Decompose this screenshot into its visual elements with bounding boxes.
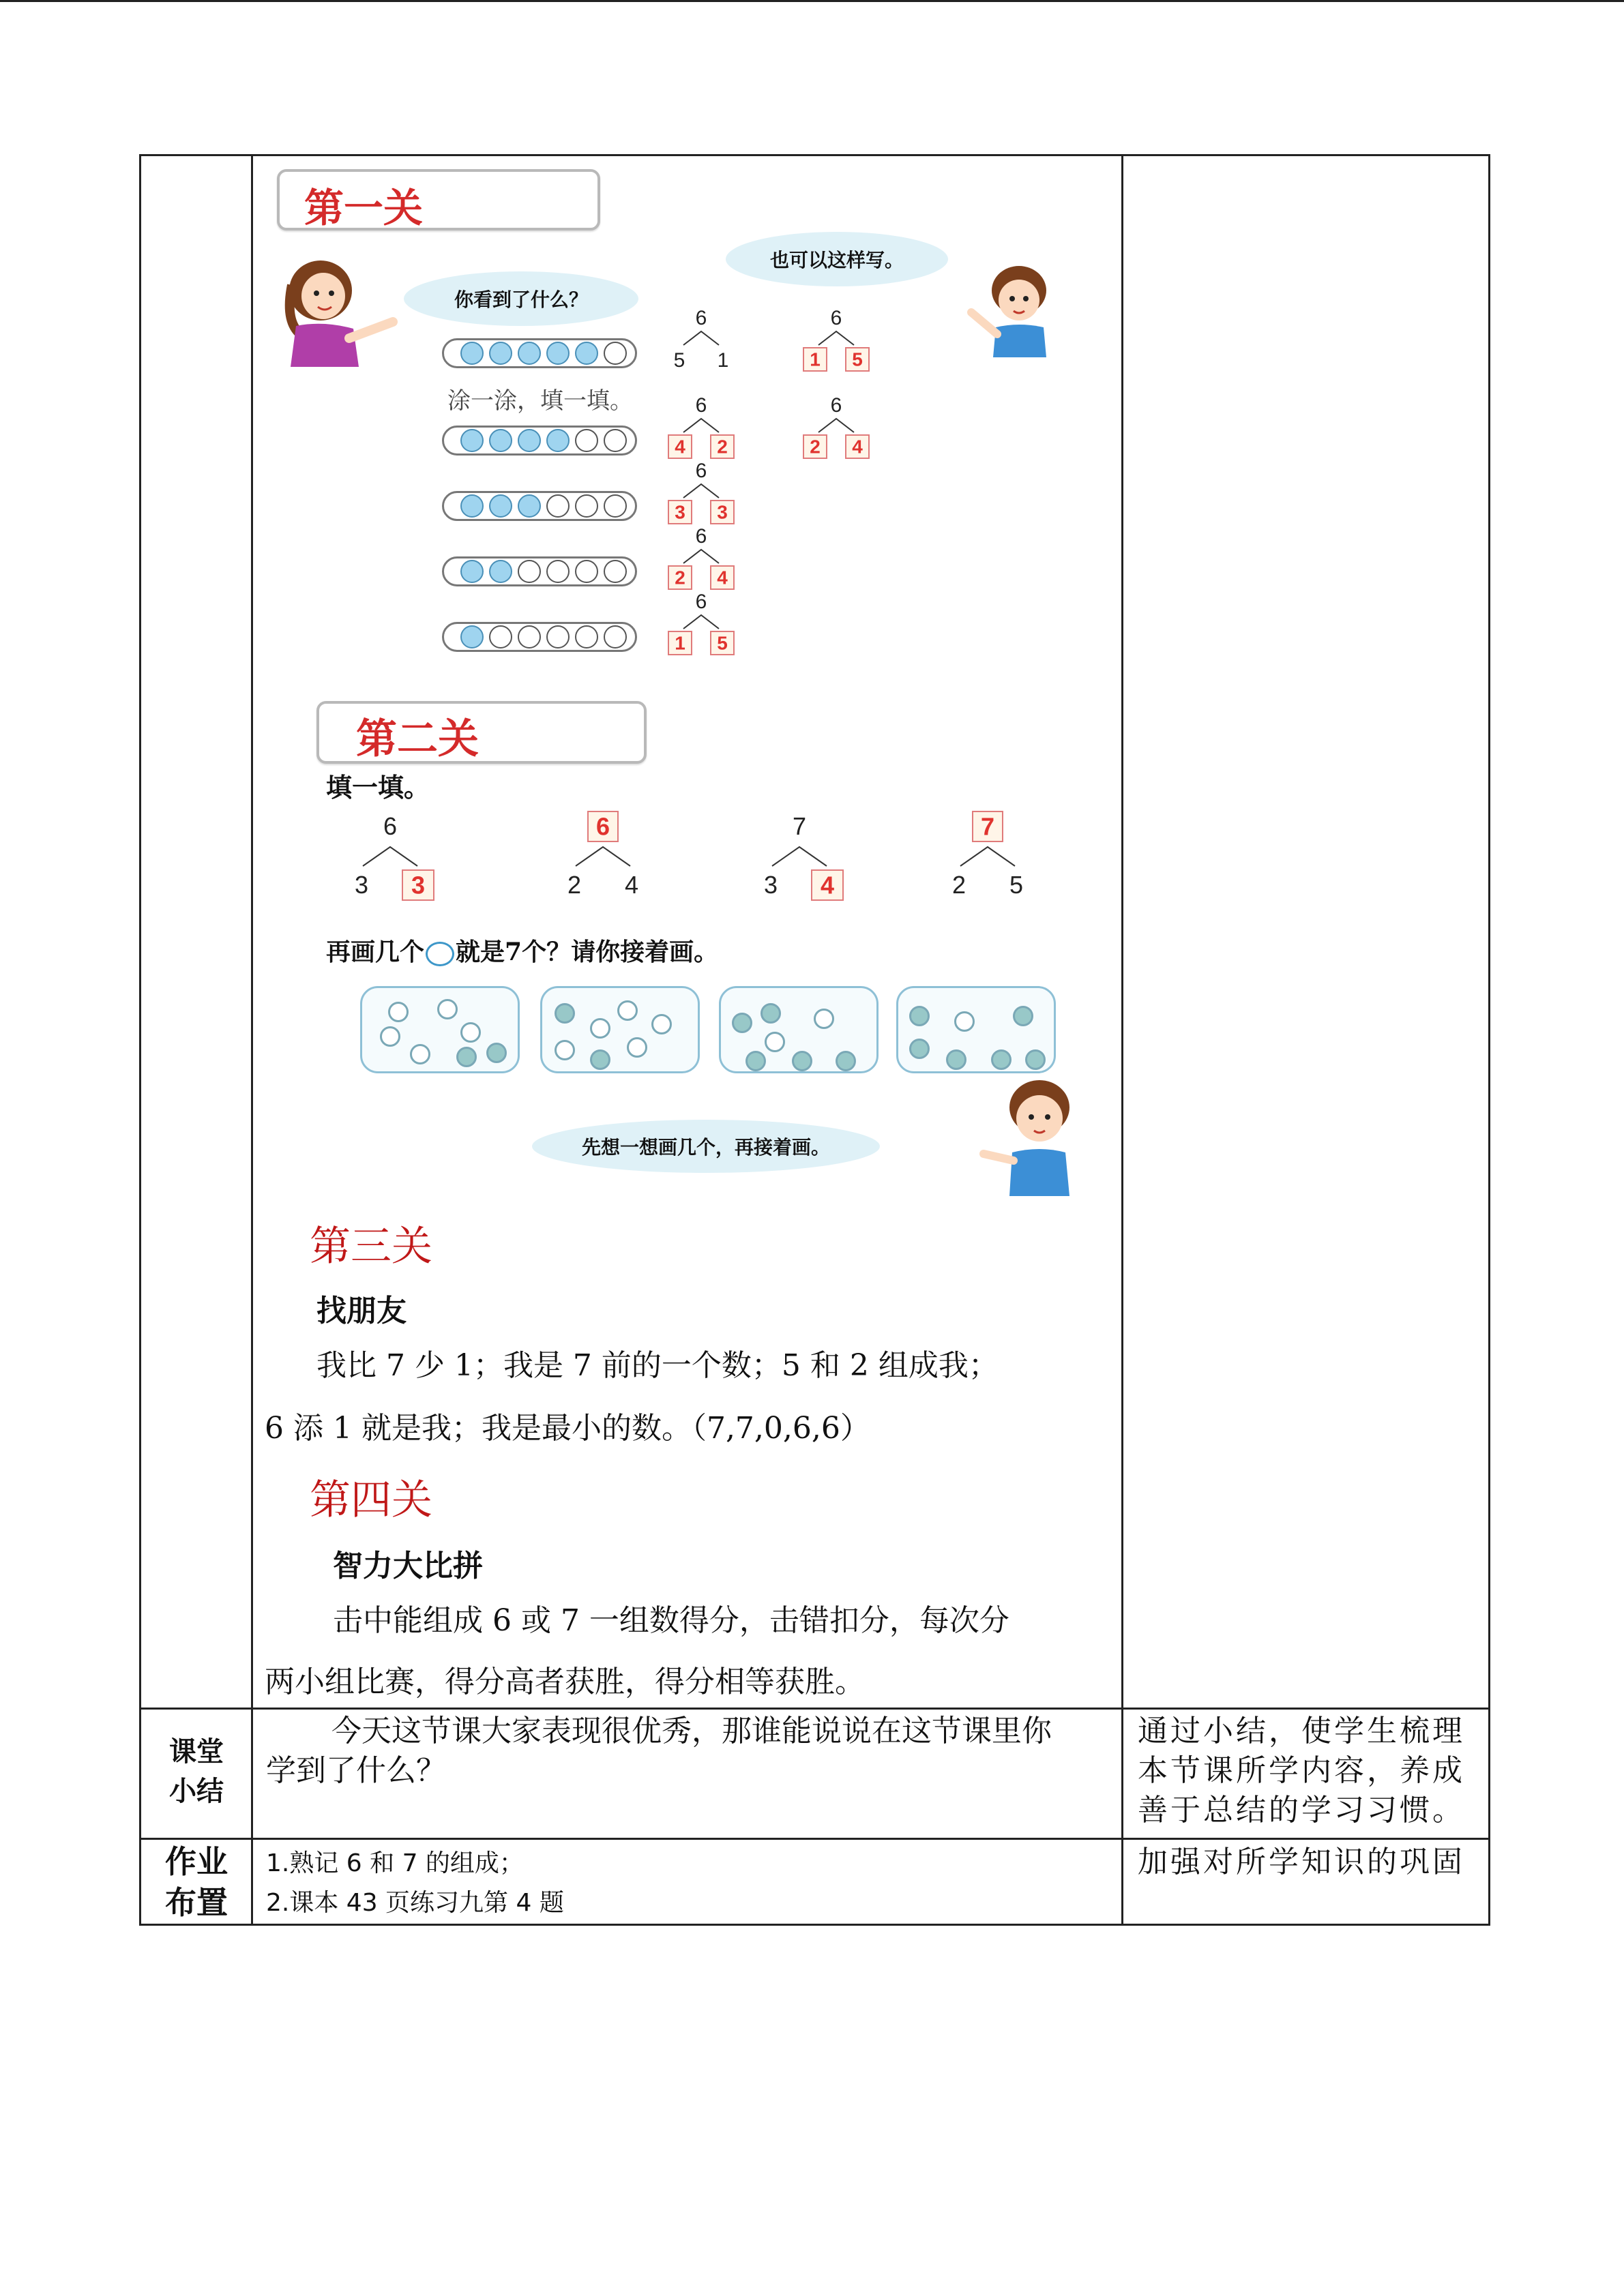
empty-counter — [410, 1044, 430, 1064]
homework-label — [142, 1841, 251, 1923]
level2-title: 第二关 — [356, 715, 479, 763]
table-bottom-border — [139, 1924, 1490, 1926]
tree-right-number: 5 — [1009, 871, 1024, 899]
empty-bead — [604, 560, 627, 583]
filled-counter — [909, 1039, 930, 1059]
empty-counter — [954, 1011, 975, 1032]
level3-line2: 6 添 1 就是我；我是最小的数。（7,7,0,6,6） — [265, 1411, 870, 1446]
tree-left-number: 1 — [810, 348, 821, 370]
tree-branch — [576, 847, 630, 866]
tree-left-number: 4 — [675, 436, 685, 458]
empty-bead — [575, 560, 598, 583]
level1-title: 第一关 — [304, 185, 424, 231]
level2-number-trees — [341, 809, 1057, 904]
girl-teacher-illustration — [278, 258, 401, 367]
bead-tray — [442, 491, 637, 521]
row-divider-homework — [139, 1838, 1490, 1840]
boy2-bubble-text: 先想一想画几个，再接着画。 — [581, 1136, 830, 1159]
tree-branch — [683, 419, 719, 432]
filled-counter — [1013, 1006, 1033, 1026]
circle-icon — [426, 942, 454, 966]
filled-bead — [546, 342, 570, 365]
boy2-speech-bubble — [532, 1120, 880, 1173]
filled-bead — [460, 625, 484, 648]
level3-title: 第三关 — [310, 1223, 432, 1270]
tree-left-number: 3 — [675, 501, 685, 523]
level1-number-trees — [655, 307, 914, 668]
draw-prompt-post: 就是7个？请你接着画。 — [456, 938, 719, 966]
tree-branch — [683, 484, 719, 498]
filled-bead — [489, 429, 512, 452]
tree-branch — [683, 550, 719, 563]
tree-branch — [363, 847, 417, 866]
bead-tray — [442, 426, 637, 456]
level2-title-box — [316, 701, 647, 764]
filled-bead — [518, 342, 541, 365]
tree-right-number: 5 — [852, 348, 863, 370]
tree-right-number: 4 — [717, 567, 728, 588]
table-top-border — [139, 154, 1490, 156]
summary-purpose-line2: 本节课所学内容，养成 — [1138, 1753, 1465, 1788]
column-divider-2 — [1121, 154, 1123, 1926]
filled-bead — [489, 342, 512, 365]
filled-counter — [732, 1013, 752, 1033]
girl-bubble-text: 你看到了什么？ — [454, 288, 588, 311]
homework-label-line1: 作业 — [165, 1843, 228, 1880]
level4-subtitle: 智力大比拼 — [333, 1549, 483, 1583]
tree-top-number: 6 — [695, 460, 707, 482]
tree-right-number: 5 — [717, 632, 728, 654]
filled-counter — [590, 1049, 610, 1070]
empty-bead — [604, 625, 627, 648]
tree-right-number: 3 — [717, 501, 728, 523]
tree-left-number: 3 — [763, 871, 778, 899]
tree-left-number: 3 — [354, 871, 369, 899]
tree-branch — [683, 615, 719, 629]
row-divider-summary — [139, 1708, 1490, 1710]
empty-counter — [460, 1022, 481, 1043]
filled-bead — [460, 494, 484, 518]
empty-counter — [617, 1000, 638, 1021]
empty-bead — [518, 560, 541, 583]
empty-counter — [651, 1014, 672, 1034]
tree-right-number: 1 — [717, 349, 729, 372]
empty-counter — [590, 1018, 610, 1039]
tree-top-number: 7 — [792, 812, 807, 840]
table-left-border — [139, 154, 141, 1926]
tree-right-number: 4 — [820, 871, 835, 899]
tree-top-number: 6 — [695, 394, 707, 417]
filled-counter — [456, 1047, 477, 1067]
filled-bead — [460, 560, 484, 583]
tree-right-number: 4 — [852, 436, 863, 458]
boy-bubble-text: 也可以这样写。 — [769, 249, 904, 271]
homework-items — [266, 1844, 564, 1923]
empty-counter — [388, 1002, 409, 1022]
empty-counter — [814, 1009, 834, 1029]
empty-bead — [489, 625, 512, 648]
summary-content — [266, 1712, 1119, 1791]
tree-top-number: 7 — [980, 812, 995, 841]
draw-prompt-pre: 再画几个 — [326, 938, 425, 966]
summary-purpose-line1: 通过小结，使学生梳理 — [1138, 1714, 1465, 1748]
filled-counter — [909, 1006, 930, 1026]
boy-illustration — [962, 262, 1059, 357]
level3-line1: 我比 7 少 1；我是 7 前的一个数；5 和 2 组成我； — [316, 1348, 999, 1383]
tree-left-number: 5 — [673, 349, 685, 372]
empty-bead — [546, 560, 570, 583]
filled-counter — [991, 1049, 1012, 1070]
empty-bead — [546, 494, 570, 518]
filled-bead — [575, 342, 598, 365]
tree-top-number: 6 — [383, 812, 398, 840]
counter-plate — [896, 986, 1056, 1073]
tree-branch — [683, 331, 719, 345]
bead-tray — [442, 622, 637, 652]
filled-counter — [1025, 1049, 1046, 1070]
homework-item-1: 1.熟记 6 和 7 的组成； — [266, 1849, 524, 1877]
homework-item-2: 2.课本 43 页练习九第 4 题 — [266, 1889, 564, 1917]
tree-top-number: 6 — [830, 307, 842, 329]
filled-bead — [546, 429, 570, 452]
table-right-border — [1488, 154, 1490, 1926]
empty-counter — [437, 999, 458, 1019]
filled-counter — [792, 1051, 812, 1071]
tree-right-number: 3 — [411, 871, 426, 899]
tree-top-number: 6 — [695, 591, 707, 613]
empty-counter — [765, 1032, 785, 1052]
filled-counter — [745, 1051, 766, 1071]
level4-line1: 击中能组成 6 或 7 一组数得分，击错扣分，每次分 — [333, 1603, 1009, 1638]
summary-label — [142, 1732, 251, 1811]
filled-counter — [946, 1049, 966, 1070]
empty-bead — [575, 494, 598, 518]
draw-prompt — [326, 933, 718, 968]
homework-label-line2: 布置 — [165, 1884, 228, 1921]
tree-top-number: 6 — [595, 812, 610, 841]
summary-purpose — [1138, 1712, 1486, 1830]
counter-plate — [360, 986, 520, 1073]
bead-tray — [442, 556, 637, 586]
empty-counter — [627, 1037, 647, 1058]
tree-branch — [772, 847, 827, 866]
tree-left-number: 2 — [675, 567, 685, 588]
level4-line2: 两小组比赛，得分高者获胜，得分相等获胜。 — [265, 1665, 865, 1699]
empty-bead — [546, 625, 570, 648]
summary-purpose-line3: 善于总结的学习习惯。 — [1138, 1793, 1465, 1828]
tree-left-number: 2 — [567, 871, 582, 899]
girl-speech-bubble — [404, 271, 638, 326]
tree-right-number: 2 — [717, 436, 728, 458]
counter-plate — [540, 986, 700, 1073]
column-divider-1 — [251, 154, 253, 1926]
empty-bead — [518, 625, 541, 648]
tree-left-number: 2 — [951, 871, 966, 899]
filled-counter — [486, 1043, 507, 1063]
tree-top-number: 6 — [830, 394, 842, 417]
tree-branch — [818, 331, 854, 345]
filled-counter — [836, 1051, 856, 1071]
level2-instruction: 填一填。 — [326, 772, 430, 803]
tree-right-number: 4 — [624, 871, 639, 899]
boy-pointing-illustration — [974, 1073, 1083, 1196]
filled-bead — [489, 560, 512, 583]
empty-bead — [604, 342, 627, 365]
summary-content-line1: 今天这节课大家表现很优秀，那谁能说说在这节课里你 — [331, 1714, 1052, 1748]
summary-label-line2: 小结 — [169, 1776, 224, 1807]
counter-plate — [719, 986, 879, 1073]
tree-left-number: 1 — [675, 632, 685, 654]
filled-counter — [555, 1003, 575, 1024]
filled-counter — [761, 1003, 781, 1024]
tree-top-number: 6 — [695, 525, 707, 548]
filled-bead — [518, 494, 541, 518]
filled-bead — [518, 429, 541, 452]
tree-branch — [960, 847, 1015, 866]
level1-title-box — [277, 169, 600, 230]
level1-instruction: 涂一涂，填一填。 — [447, 387, 633, 415]
filled-bead — [489, 494, 512, 518]
top-rule — [0, 0, 1624, 2]
empty-bead — [575, 625, 598, 648]
empty-bead — [604, 429, 627, 452]
empty-bead — [575, 429, 598, 452]
level4-title: 第四关 — [310, 1476, 432, 1524]
level3-subtitle: 找朋友 — [316, 1294, 407, 1328]
tree-left-number: 2 — [810, 436, 821, 458]
filled-bead — [460, 342, 484, 365]
bead-tray — [442, 338, 637, 368]
boy-speech-bubble — [726, 232, 948, 286]
empty-counter — [555, 1040, 575, 1060]
summary-label-line1: 课堂 — [169, 1736, 224, 1768]
homework-purpose: 加强对所学知识的巩固 — [1138, 1845, 1465, 1879]
tree-top-number: 6 — [695, 307, 707, 329]
empty-bead — [604, 494, 627, 518]
filled-bead — [460, 429, 484, 452]
tree-branch — [818, 419, 854, 432]
empty-counter — [380, 1026, 400, 1047]
summary-content-line2: 学到了什么？ — [266, 1753, 446, 1788]
